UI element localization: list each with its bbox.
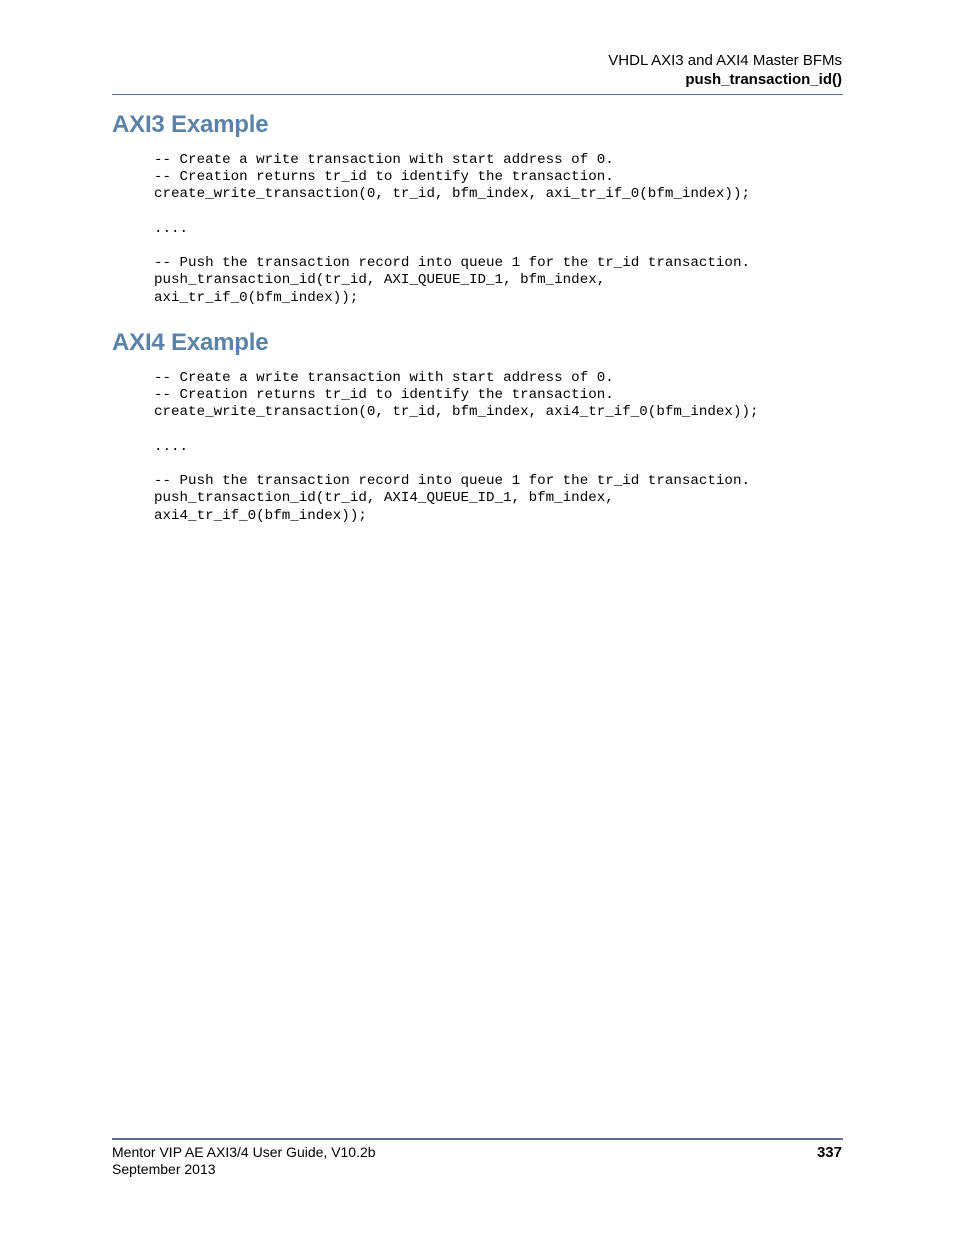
axi4-code-block: -- Create a write transaction with start address of 0. -- Creation returns tr_id to identify the transaction. create_write_transaction(0, tr_id, bfm_index, axi4_tr_if_0(bfm_index)); .... -- Push the transaction record into queue 1 for the tr_id transaction. push_transaction_id(tr_id, AXI4_QUEUE_ID_1, bfm_index, axi4_tr_if_0(bfm_index)); [154, 370, 759, 524]
page-header [112, 52, 842, 90]
header-divider [112, 94, 843, 95]
publication-date: September 2013 [112, 1161, 216, 1177]
axi3-example-heading: AXI3 Example [112, 111, 269, 138]
axi4-example-heading: AXI4 Example [112, 329, 269, 356]
chapter-title: VHDL AXI3 and AXI4 Master BFMs [608, 52, 842, 69]
page-number: 337 [816, 1144, 842, 1161]
guide-title: Mentor VIP AE AXI3/4 User Guide, V10.2b [112, 1144, 376, 1160]
section-title: push_transaction_id() [685, 71, 842, 88]
page-footer [112, 1144, 376, 1178]
axi3-code-block: -- Create a write transaction with start address of 0. -- Creation returns tr_id to identify the transaction. create_write_transaction(0, tr_id, bfm_index, axi_tr_if_0(bfm_index)); .... -- Push the transaction record into queue 1 for the tr_id transaction. push_transaction_id(tr_id, AXI_QUEUE_ID_1, bfm_index, axi_tr_if_0(bfm_index)); [154, 152, 750, 306]
footer-divider [112, 1138, 843, 1140]
